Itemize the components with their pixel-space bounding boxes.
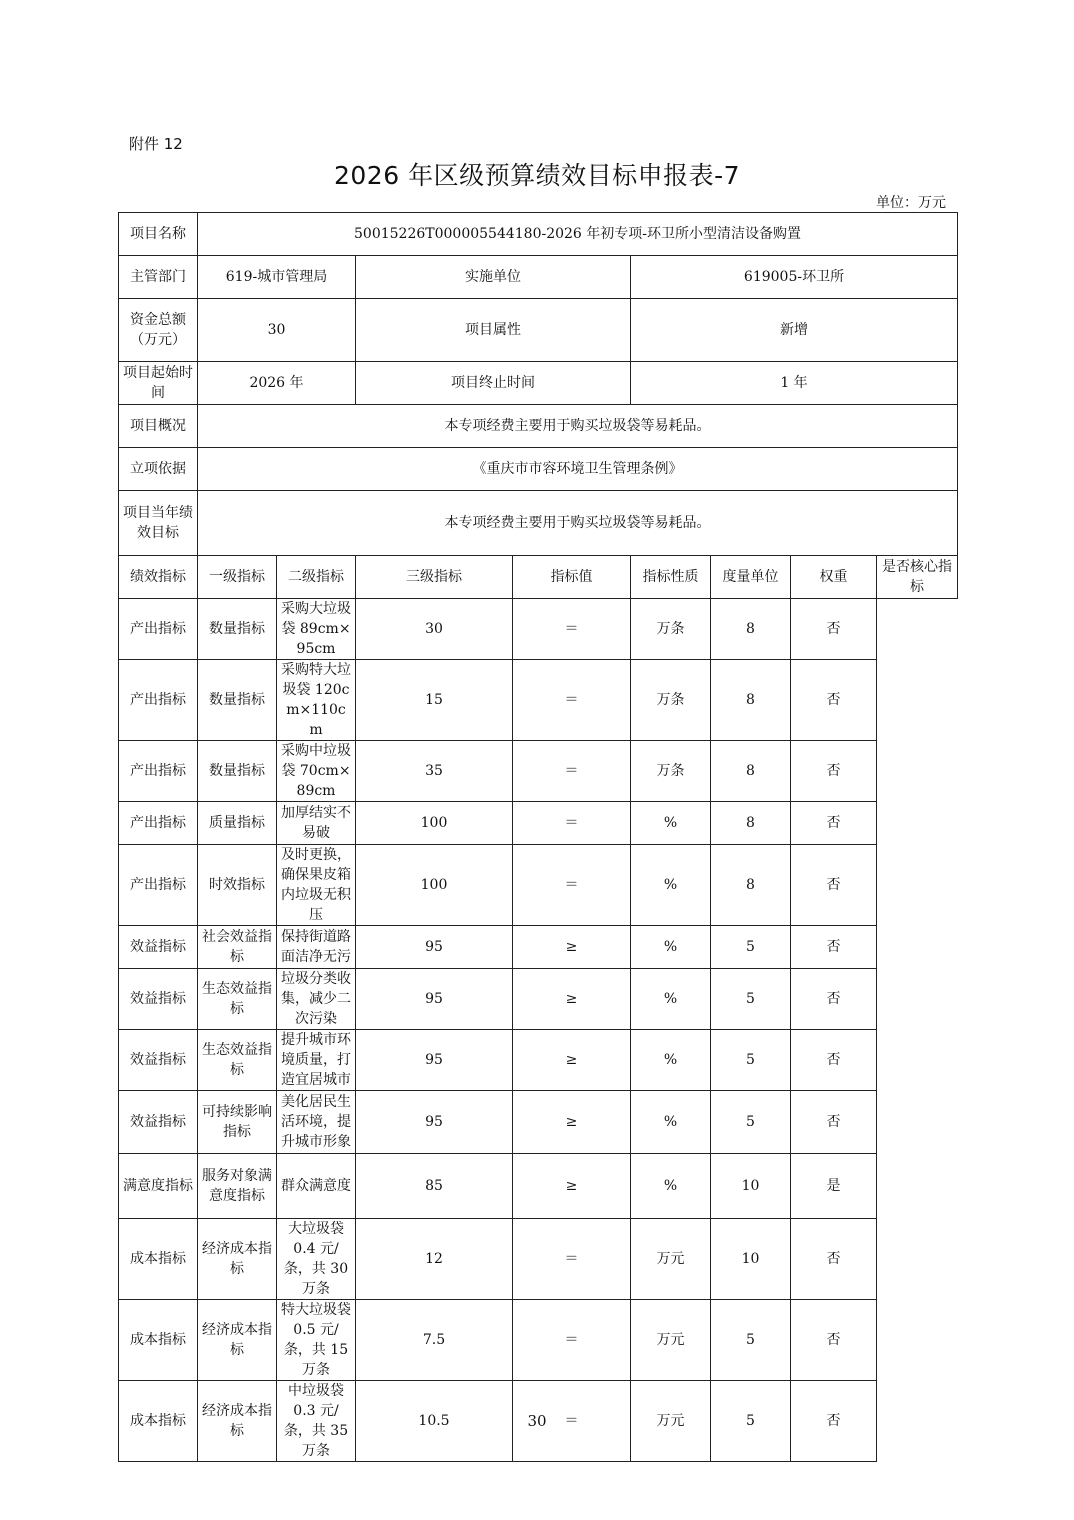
indicator-level3: 及时更换，确保果皮箱内垃圾无积压 [277,845,356,926]
indicator-level1: 产出指标 [119,660,198,741]
row-fund [119,299,958,362]
budget-performance-table [118,212,958,1462]
indicator-nature: ≥ [513,926,631,969]
indicator-level1: 产出指标 [119,599,198,660]
indicator-row [119,1091,958,1154]
indicator-unit: 万条 [631,660,711,741]
indicator-level1: 效益指标 [119,1091,198,1154]
indicator-level3: 群众满意度 [277,1154,356,1219]
indicator-value: 7.5 [356,1300,513,1381]
attr-label: 项目属性 [356,299,631,362]
indicator-unit: % [631,926,711,969]
dept-value: 619-城市管理局 [198,256,356,299]
impl-label: 实施单位 [356,256,631,299]
header-nature: 指标性质 [631,556,711,599]
goal-value: 本专项经费主要用于购买垃圾袋等易耗品。 [198,491,958,556]
indicator-weight: 10 [711,1219,791,1300]
indicator-nature: ＝ [513,660,631,741]
attachment-label: 附件 12 [129,135,183,153]
indicator-level1: 产出指标 [119,802,198,845]
indicator-value: 15 [356,660,513,741]
indicator-core: 否 [791,845,877,926]
indicator-core: 否 [791,926,877,969]
indicator-unit: % [631,845,711,926]
end-label: 项目终止时间 [356,362,631,405]
header-weight: 权重 [791,556,877,599]
indicator-core: 是 [791,1154,877,1219]
indicator-level1: 成本指标 [119,1300,198,1381]
indicator-core: 否 [791,660,877,741]
indicator-row [119,1154,958,1219]
indicator-level1: 成本指标 [119,1381,198,1462]
indicator-unit: 万条 [631,599,711,660]
indicator-core: 否 [791,1219,877,1300]
indicator-weight: 5 [711,1091,791,1154]
indicator-unit: 万元 [631,1219,711,1300]
indicator-weight: 5 [711,926,791,969]
indicator-level3: 垃圾分类收集，减少二次污染 [277,969,356,1030]
indicator-level2: 生态效益指标 [198,1030,277,1091]
header-value: 指标值 [513,556,631,599]
indicator-level2: 经济成本指标 [198,1219,277,1300]
indicator-row [119,599,958,660]
indicator-weight: 8 [711,741,791,802]
indicator-core: 否 [791,1030,877,1091]
indicator-core: 否 [791,1300,877,1381]
row-basis [119,448,958,491]
indicator-core: 否 [791,969,877,1030]
indicator-row [119,845,958,926]
row-project-name [119,213,958,256]
row-goal [119,491,958,556]
indicator-level2: 数量指标 [198,741,277,802]
row-overview [119,405,958,448]
indicator-level3: 加厚结实不易破 [277,802,356,845]
indicator-unit: 万元 [631,1300,711,1381]
indicator-level2: 时效指标 [198,845,277,926]
indicator-level1: 产出指标 [119,741,198,802]
fund-label: 资金总额（万元） [119,299,198,362]
indicator-level3: 美化居民生活环境，提升城市形象 [277,1091,356,1154]
dept-label: 主管部门 [119,256,198,299]
indicator-level2: 服务对象满意度指标 [198,1154,277,1219]
start-value: 2026 年 [198,362,356,405]
indicator-level1: 产出指标 [119,845,198,926]
indicator-level1: 效益指标 [119,926,198,969]
indicator-core: 否 [791,599,877,660]
indicator-row [119,802,958,845]
indicator-nature: ＝ [513,1300,631,1381]
indicator-core: 否 [791,1381,877,1462]
basis-label: 立项依据 [119,448,198,491]
attr-value: 新增 [631,299,958,362]
row-dept [119,256,958,299]
indicator-level3: 采购中垃圾袋 70cm×89cm [277,741,356,802]
header-level2: 二级指标 [277,556,356,599]
indicator-weight: 8 [711,660,791,741]
page-number: 30 [527,1412,547,1430]
indicator-unit: % [631,1030,711,1091]
indicator-row [119,1300,958,1381]
indicator-unit: % [631,802,711,845]
indicator-level3: 采购特大垃圾袋 120cm×110cm [277,660,356,741]
indicator-row [119,969,958,1030]
header-unit: 度量单位 [711,556,791,599]
indicator-core: 否 [791,802,877,845]
indicator-value: 35 [356,741,513,802]
goal-label: 项目当年绩效目标 [119,491,198,556]
indicator-nature: ＝ [513,599,631,660]
indicator-level2: 数量指标 [198,660,277,741]
indicator-row [119,660,958,741]
indicator-value: 100 [356,845,513,926]
indicator-nature: ≥ [513,1030,631,1091]
indicator-level2: 社会效益指标 [198,926,277,969]
indicator-value: 10.5 [356,1381,513,1462]
indicator-level3: 大垃圾袋 0.4 元/条，共 30 万条 [277,1219,356,1300]
indicator-nature: ≥ [513,1091,631,1154]
indicator-unit: % [631,969,711,1030]
indicator-value: 30 [356,599,513,660]
indicator-nature: ≥ [513,969,631,1030]
indicator-value: 95 [356,1091,513,1154]
project-name-label: 项目名称 [119,213,198,256]
indicator-value: 85 [356,1154,513,1219]
start-label: 项目起始时间 [119,362,198,405]
indicator-nature: ＝ [513,845,631,926]
indicator-weight: 8 [711,845,791,926]
indicator-level2: 数量指标 [198,599,277,660]
indicator-row [119,926,958,969]
indicator-value: 100 [356,802,513,845]
indicator-weight: 10 [711,1154,791,1219]
indicator-unit: % [631,1154,711,1219]
indicators-section-label: 绩效指标 [119,556,198,599]
indicator-unit: 万元 [631,1381,711,1462]
indicator-weight: 8 [711,802,791,845]
impl-value: 619005-环卫所 [631,256,958,299]
indicator-value: 12 [356,1219,513,1300]
indicator-level2: 经济成本指标 [198,1381,277,1462]
indicator-weight: 5 [711,969,791,1030]
indicator-unit: % [631,1091,711,1154]
project-name-value: 50015226T000005544180-2026 年初专项-环卫所小型清洁设备购置 [198,213,958,256]
overview-label: 项目概况 [119,405,198,448]
indicator-nature: ≥ [513,1154,631,1219]
indicator-row [119,741,958,802]
indicator-value: 95 [356,969,513,1030]
end-value: 1 年 [631,362,958,405]
indicator-row [119,1030,958,1091]
indicator-value: 95 [356,926,513,969]
row-time [119,362,958,405]
indicator-weight: 5 [711,1030,791,1091]
indicator-unit: 万条 [631,741,711,802]
overview-value: 本专项经费主要用于购买垃圾袋等易耗品。 [198,405,958,448]
indicator-weight: 5 [711,1381,791,1462]
basis-value: 《重庆市市容环境卫生管理条例》 [198,448,958,491]
indicator-nature: ＝ [513,1381,631,1462]
indicator-nature: ＝ [513,741,631,802]
indicator-level3: 采购大垃圾袋 89cm×95cm [277,599,356,660]
page-title: 2026 年区级预算绩效目标申报表-7 [334,161,740,190]
indicator-level1: 成本指标 [119,1219,198,1300]
indicator-nature: ＝ [513,802,631,845]
indicator-header-row [119,556,958,599]
indicator-level3: 特大垃圾袋 0.5 元/条，共 15 万条 [277,1300,356,1381]
indicator-level2: 生态效益指标 [198,969,277,1030]
indicator-level2: 质量指标 [198,802,277,845]
indicator-core: 否 [791,741,877,802]
indicator-row [119,1219,958,1300]
indicator-level2: 经济成本指标 [198,1300,277,1381]
indicator-weight: 8 [711,599,791,660]
fund-value: 30 [198,299,356,362]
indicator-level1: 效益指标 [119,969,198,1030]
indicator-nature: ＝ [513,1219,631,1300]
indicator-level2: 可持续影响指标 [198,1091,277,1154]
header-level3: 三级指标 [356,556,513,599]
indicator-level3: 保持街道路面洁净无污 [277,926,356,969]
header-core: 是否核心指标 [877,556,958,599]
unit-label: 单位：万元 [876,195,946,211]
header-level1: 一级指标 [198,556,277,599]
indicator-level1: 效益指标 [119,1030,198,1091]
indicator-level1: 满意度指标 [119,1154,198,1219]
indicator-weight: 5 [711,1300,791,1381]
indicator-level3: 提升城市环境质量，打造宜居城市 [277,1030,356,1091]
indicator-value: 95 [356,1030,513,1091]
indicator-core: 否 [791,1091,877,1154]
indicator-level3: 中垃圾袋 0.3 元/条，共 35 万条 [277,1381,356,1462]
